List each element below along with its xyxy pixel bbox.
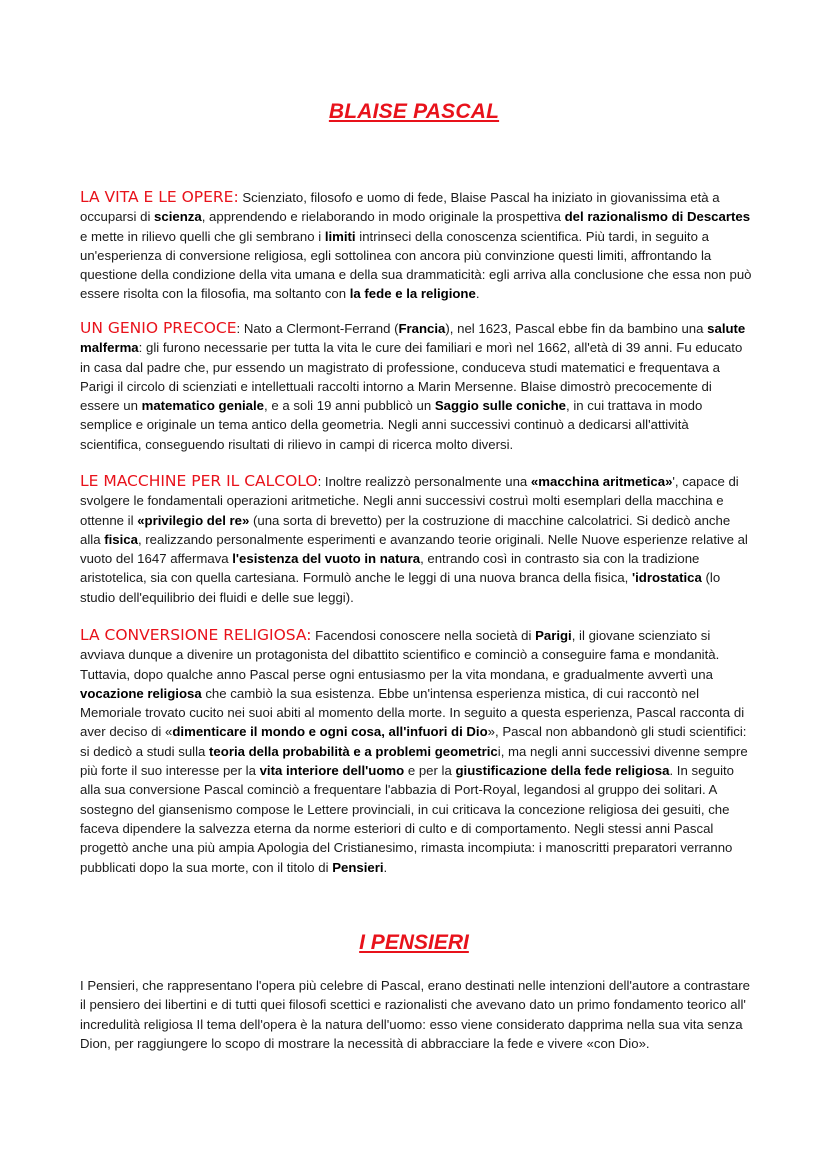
document-title: BLAISE PASCAL: [328, 100, 500, 123]
text-run: : Inoltre realizzò personalmente una: [317, 474, 531, 489]
text-run: : Nato a Clermont-Ferrand (: [236, 321, 399, 336]
section-body: [80, 321, 745, 452]
bold-phrase: salute malferma: [80, 321, 746, 356]
text-run: », Pascal non abbandonò gli studi scientifici: si dedicò a studi sulla: [80, 724, 747, 759]
text-run: i, ma negli anni successivi divenne sempre più forte il suo interesse per la: [80, 743, 748, 779]
bold-phrase: giustificazione della fede religiosa: [455, 763, 670, 779]
bold-phrase: 'idrostatica: [632, 570, 702, 586]
text-run: ), nel 1623, Pascal ebbe fin da bambino una: [445, 321, 708, 336]
bold-phrase: limiti: [324, 228, 356, 244]
bold-phrase: «privilegio del re»: [137, 512, 250, 528]
text-run: , in cui trattava in modo semplice e originale un tema antico della geometria. Negli anni successivi continuò a dedicarsi all'attività scientifica, conseguendo risultati di rilievo in campi di ricerca molto diversi.: [80, 398, 703, 452]
text-run: .: [383, 859, 388, 875]
section-heading: LA CONVERSIONE RELIGIOSA:: [80, 626, 312, 644]
text-run: Scienziato, filosofo e uomo di fede, Blaise Pascal ha iniziato in giovanissima età a occuparsi di: [80, 190, 720, 225]
section-vita-opere: [80, 188, 752, 304]
section-genio-precoce: [80, 319, 752, 454]
text-run: . In seguito alla sua conversione Pascal cominciò a frequentare l'abbazia di Port-Royal, legandosi al gruppo dei solitari. A sostegno del giansenismo compose le Lettere provinciali, in cui criticava la concezione religiosa dei gesuiti, che faceva dipendere la salvezza eterna da norme esteriori di culto e di comportamento. Negli stessi anni Pascal progettò anche una più ampia Apologia del Cristianesimo, rimasta incompiuta: i manoscritti preparatori verranno pubblicati dopo la sua morte, con il titolo di: [80, 763, 734, 875]
text-run: , realizzando personalmente esperimenti e avanzando teorie originali. Nelle Nuove esperienze relative al vuoto del 1647 affermava: [80, 531, 748, 567]
bold-phrase: scienza: [154, 209, 202, 225]
bold-phrase: vita interiore dell'uomo: [259, 763, 405, 779]
subtitle-pensieri: I PENSIERI: [359, 931, 469, 954]
bold-phrase: Parigi: [535, 628, 572, 643]
text-run: (una sorta di brevetto) per la costruzione di macchine calcolatrici. Si dedicò anche alla: [80, 512, 731, 547]
bold-phrase: Saggio sulle coniche: [434, 398, 567, 414]
text-run: ', capace di svolgere le fondamentali operazioni aritmetiche. Negli anni successivi costruì molti esemplari della macchina e ottenne il: [80, 474, 739, 528]
section-heading: LE MACCHINE PER IL CALCOLO: [80, 472, 318, 490]
text-run: , apprendendo e rielaborando in modo originale la prospettiva: [201, 209, 565, 225]
text-run: .: [475, 286, 480, 302]
text-run: , il giovane scienziato si avviava dunque a divenire un protagonista del dibattito scientifico e cominciò a conseguire fama e mondanità. Tuttavia, dopo qualche anno Pascal perse ogni entusiasmo per la vita mondana, e gradualmente avvertì una: [80, 628, 720, 682]
bold-phrase: «macchina aritmetica»: [530, 474, 673, 489]
bold-phrase: Francia: [398, 321, 446, 336]
text-run: che cambiò la sua esistenza. Ebbe un'intensa esperienza mistica, di cui raccontò nel Memoriale trovato cucito nei suoi abiti al momento della morte. In seguito a questa esperienza, Pascal racconta di aver deciso di «: [80, 685, 745, 740]
bold-phrase: la fede e la religione: [349, 286, 476, 302]
section-heading: LA VITA E LE OPERE:: [80, 188, 239, 206]
text-run: Facendosi conoscere nella società di: [311, 628, 536, 643]
section-body: [80, 190, 752, 301]
text-run: , entrando così in contrasto sia con la tradizione aristotelica, sia con quella cartesiana. Formulò anche le leggi di una nuova branca della fisica,: [80, 551, 700, 586]
bold-phrase: matematico geniale: [141, 398, 264, 414]
bold-phrase: teoria della probabilità e a problemi geometric: [209, 743, 498, 759]
text-run: : gli furono necessarie per tutta la vita le cure dei familiari e morì nel 1662, all'età di 39 anni. Fu educato in casa dal padre che, pur essendo un magistrato di professione, conduceva studi matematici e frequentava a Parigi il circolo di scienziati e intellettuali raccolti intorno a Marin Mersenne. Blaise dimostrò precocemente di essere un: [80, 340, 743, 414]
closing-paragraph: I Pensieri, che rappresentano l'opera più celebre di Pascal, erano destinati nelle intenzioni dell'autore a contrastare il pensiero dei libertini e di tutti quei filosofi scettici e razionalisti che avevano dato un primo fondamento teorico all' incredulità religiosa Il tema dell'opera è la natura dell'uomo: esso viene considerato dapprima nella sua vita senza Dion, per raggiungere lo scopo di mostrare la necessità di abbracciare la fede e vivere «con Dio».: [80, 978, 750, 1051]
text-run: e mette in rilievo quelli che gli sembrano i: [80, 228, 325, 244]
section-conversione-religiosa: [80, 626, 752, 877]
bold-phrase: vocazione religiosa: [80, 685, 202, 701]
section-body: [80, 628, 748, 875]
text-run: , e a soli 19 anni pubblicò un: [264, 398, 435, 414]
bold-phrase: l'esistenza del vuoto in natura: [232, 551, 421, 567]
bold-phrase: dimenticare il mondo e ogni cosa, all'infuori di Dio: [172, 724, 488, 740]
bold-phrase: del razionalismo di Descartes: [564, 209, 751, 225]
text-run: e per la: [404, 763, 456, 779]
section-heading: UN GENIO PRECOCE: [80, 319, 237, 337]
text-run: intrinseci della conoscenza scientifica. Più tardi, in seguito a un'esperienza di conversione religiosa, egli sottolinea con ancora più convinzione questi limiti, affrontando la questione della condizione della vita umana e della sua drammaticità: egli arriva alla conclusione che essa non può essere risolta con la filosofia, ma soltanto con: [80, 228, 752, 302]
bold-phrase: Pensieri: [332, 859, 384, 875]
text-run: (lo studio dell'equilibrio dei fluidi e delle sue leggi).: [80, 570, 721, 605]
section-macchine-calcolo: [80, 472, 752, 607]
section-body: [80, 474, 748, 605]
bold-phrase: fisica: [104, 531, 138, 547]
